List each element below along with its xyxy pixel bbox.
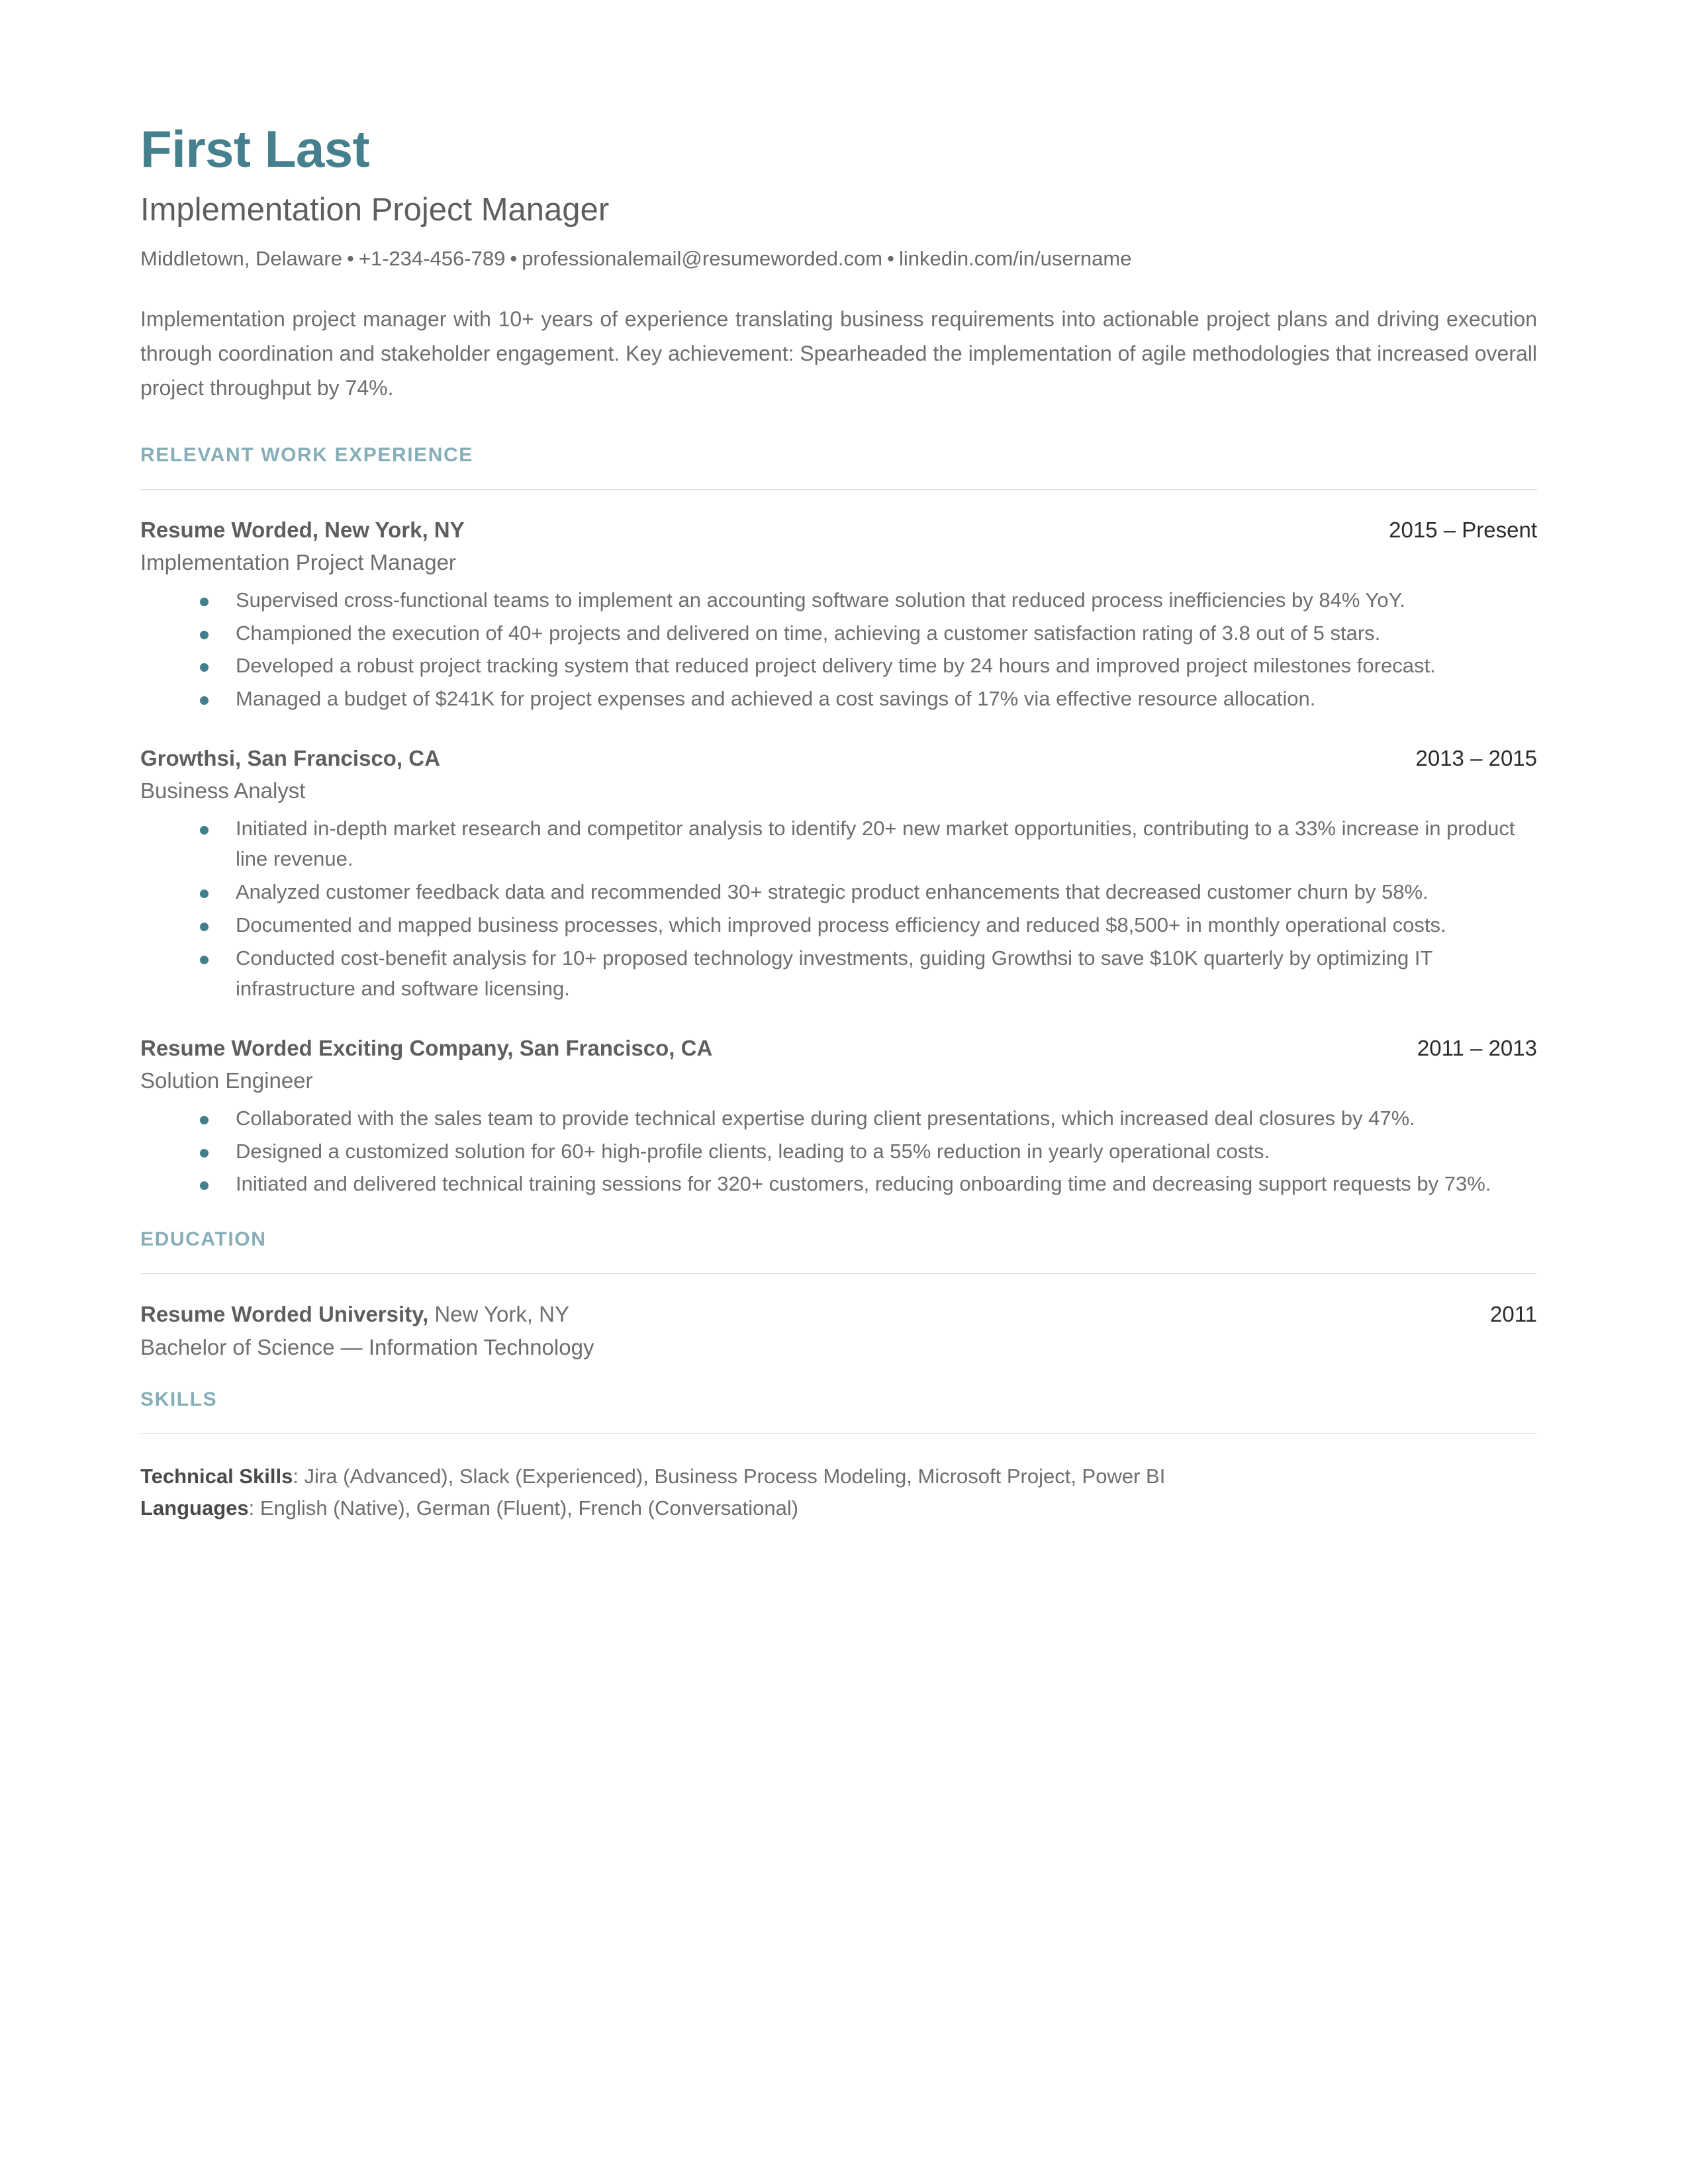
bullet-text: Managed a budget of $241K for project expenses and achieved a cost savings of 17% via effective resource allocation. — [236, 687, 1316, 711]
bullet-dot-icon — [200, 956, 209, 964]
skills-languages-label: Languages — [140, 1496, 249, 1520]
experience-entry — [140, 745, 1537, 1003]
experience-entry-header — [140, 745, 1537, 772]
bullet-text: Analyzed customer feedback data and recommended 30+ strategic product enhancements that decreased customer churn by 58%. — [236, 880, 1429, 904]
experience-role: Business Analyst — [140, 778, 306, 803]
spacer-education — [140, 1202, 1537, 1228]
education-entry — [140, 1300, 1537, 1361]
experience-entry-header — [140, 516, 1537, 543]
bullet-dot-icon — [200, 923, 209, 931]
education-date: 2011 — [1490, 1302, 1537, 1327]
education-entry-header — [140, 1300, 1537, 1328]
experience-entry-header — [140, 1034, 1537, 1062]
contact-separator-2: • — [510, 246, 518, 270]
list-item — [195, 651, 1537, 681]
candidate-headline: Implementation Project Manager — [140, 191, 610, 228]
experience-role: Implementation Project Manager — [140, 549, 456, 574]
contact-linkedin[interactable]: linkedin.com/in/username — [898, 246, 1132, 270]
experience-organization: Resume Worded, New York, NY — [140, 517, 465, 542]
skills-technical-line — [140, 1461, 1537, 1492]
bullet-text: Supervised cross-functional teams to implement an accounting software solution that reduced process inefficiencies by 84% YoY. — [236, 588, 1405, 612]
list-item — [195, 943, 1537, 1004]
contact-email[interactable]: professionalemail@resumeworded.com — [522, 246, 883, 270]
bullet-dot-icon — [200, 1149, 209, 1158]
experience-entry — [140, 516, 1537, 715]
experience-date-range: 2015 – Present — [1389, 517, 1537, 542]
list-item — [195, 618, 1537, 649]
spacer-skills — [140, 1362, 1537, 1388]
section-experience — [140, 444, 1537, 1200]
list-item — [195, 910, 1537, 940]
contact-separator-1: • — [346, 246, 354, 270]
bullet-text: Initiated in-depth market research and competitor analysis to identify 20+ new market opportunities, contributing to a 33% increase in product line revenue. — [236, 817, 1515, 871]
bullet-dot-icon — [200, 663, 209, 672]
resume-header — [140, 122, 1537, 406]
section-title-education: EDUCATION — [140, 1228, 267, 1251]
list-item — [195, 813, 1537, 874]
experience-role: Solution Engineer — [140, 1068, 313, 1093]
list-item — [195, 684, 1537, 714]
bullet-text: Initiated and delivered technical training sessions for 320+ customers, reducing onboarding time and decreasing support requests by 73%. — [236, 1172, 1491, 1196]
bullet-text: Championed the execution of 40+ projects and delivered on time, achieving a customer satisfaction rating of 3.8 out of 5 stars. — [236, 621, 1381, 645]
experience-bullet-list — [140, 1103, 1537, 1200]
experience-date-range: 2011 – 2013 — [1417, 1035, 1537, 1060]
section-education — [140, 1228, 1537, 1361]
section-title-experience: RELEVANT WORK EXPERIENCE — [140, 443, 473, 466]
section-title-skills: SKILLS — [140, 1388, 218, 1410]
skills-languages-value: : English (Native), German (Fluent), French (Conversational) — [248, 1496, 799, 1520]
experience-organization: Resume Worded Exciting Company, San Francisco, CA — [140, 1035, 713, 1060]
bullet-text: Collaborated with the sales team to provide technical expertise during client presentations, which increased deal closures by 47%. — [236, 1106, 1415, 1130]
bullet-text: Developed a robust project tracking system that reduced project delivery time by 24 hours and improved project milestones forecast. — [236, 654, 1436, 678]
professional-summary: Implementation project manager with 10+ years of experience translating business requirements into actionable project plans and driving execution through coordination and stakeholder engagement. Key achievement: Spearheaded the implementation of agile methodologies that increased overall project throughput by 74%. — [140, 307, 1537, 400]
section-divider-experience — [140, 489, 1537, 490]
bullet-dot-icon — [200, 696, 209, 705]
skills-technical-value: : Jira (Advanced), Slack (Experienced), Business Process Modeling, Microsoft Project, Power BI — [293, 1464, 1166, 1488]
list-item — [195, 1136, 1537, 1167]
section-skills — [140, 1388, 1537, 1524]
experience-bullet-list — [140, 585, 1537, 715]
bullet-dot-icon — [200, 1116, 209, 1124]
skills-languages-line — [140, 1492, 1537, 1524]
experience-date-range: 2013 – 2015 — [1415, 746, 1537, 771]
skills-technical-label: Technical Skills — [140, 1464, 293, 1488]
candidate-name: First Last — [140, 120, 370, 178]
contact-location: Middletown, Delaware — [140, 246, 342, 270]
bullet-dot-icon — [200, 1181, 209, 1190]
experience-entry — [140, 1034, 1537, 1200]
section-divider-education — [140, 1273, 1537, 1274]
bullet-text: Documented and mapped business processes, which improved process efficiency and reduced $8,500+ in monthly operational costs. — [236, 913, 1446, 936]
bullet-dot-icon — [200, 631, 209, 639]
education-school — [140, 1300, 569, 1328]
contact-separator-3: • — [887, 246, 894, 270]
contact-phone: +1-234-456-789 — [358, 246, 506, 270]
education-school-location: New York, NY — [428, 1302, 570, 1327]
experience-bullet-list — [140, 813, 1537, 1003]
bullet-dot-icon — [200, 826, 209, 835]
education-degree: Bachelor of Science — Information Technology — [140, 1334, 594, 1359]
list-item — [195, 1103, 1537, 1134]
bullet-dot-icon — [200, 598, 209, 606]
education-school-name: Resume Worded University, — [140, 1302, 429, 1327]
experience-organization: Growthsi, San Francisco, CA — [140, 746, 440, 771]
bullet-dot-icon — [200, 889, 209, 898]
section-divider-skills — [140, 1433, 1537, 1434]
list-item — [195, 877, 1537, 907]
bullet-text: Designed a customized solution for 60+ high-profile clients, leading to a 55% reduction in yearly operational costs. — [236, 1139, 1270, 1163]
list-item — [195, 585, 1537, 615]
contact-line — [140, 246, 1537, 272]
list-item — [195, 1169, 1537, 1199]
bullet-text: Conducted cost-benefit analysis for 10+ proposed technology investments, guiding Growthsi to save $10K quarterly by optimizing IT infrastructure and software licensing. — [236, 946, 1432, 1000]
